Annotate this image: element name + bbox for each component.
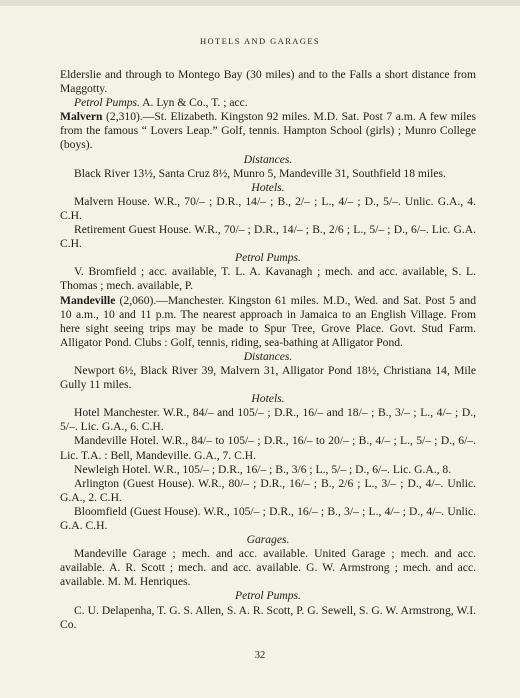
hotel-retirement-guest-house: Retirement Guest House. W.R., 70/– ; D.R., 14/– ; B., 2/6 ; L., 5/– ; D., 6/–. Lic. G.A. C.H.	[60, 223, 476, 251]
hotel-mandeville: Mandeville Hotel. W.R., 84/– to 105/– ; D.R., 16/– to 20/– ; B., 4/– ; L., 5/– ; D., 6/–. Lic. T.A. : Bell, Mandeville. G.A., 7. C.H.	[60, 434, 476, 462]
distances-malvern: Black River 13½, Santa Cruz 8½, Munro 5, Mandeville 31, Southfield 18 miles.	[74, 166, 446, 180]
paragraph-elderslie: Elderslie and through to Montego Bay (30 miles) and to the Falls a short distance from Maggotty.	[60, 68, 476, 96]
heading-distances-mandeville: Distances.	[243, 349, 293, 363]
place-name-malvern: Malvern	[60, 110, 103, 124]
petrol-pumps-maggotty: Petrol Pumps. A. Lyn & Co., T. ; acc.	[74, 96, 248, 110]
hotel-malvern-house: Malvern House. W.R., 70/– ; D.R., 14/– ; B., 2/– ; L., 4/– ; D., 5/–. Unlic. G.A., 4. C.H.	[60, 194, 476, 222]
hotel-newleigh: Newleigh Hotel. W.R., 105/– ; D.R., 16/– ; B., 3/6 ; L., 5/– ; D., 6/–. Lic. G.A., 8.	[74, 462, 452, 476]
entry-mandeville: Mandeville (2,060).—Manchester. Kingston 61 miles. M.D., Wed. and Sat. Post 5 and 10 a.m., 10 and 11 p.m. The nearest approach in Jamaica to an English Village. From here sight seeing trips may be made to Spur Tree, Grove Place. Govt. Stud Farm. Alligator Pond. Clubs : Golf, tennis, riding, sea-bathing at Alligator Pond.	[60, 293, 476, 349]
page-body	[60, 68, 476, 632]
heading-hotels-malvern: Hotels.	[251, 180, 285, 194]
hotel-manchester: Hotel Manchester. W.R., 84/– and 105/– ; D.R., 16/– and 18/– ; B., 3/– ; L., 4/– ; D., 5/–. Lic. G.A., 6. C.H.	[60, 406, 476, 434]
entry-malvern: Malvern (2,310).—St. Elizabeth. Kingston 92 miles. M.D. Sat. Post 7 a.m. A few miles from the famous “ Lovers Leap.” Golf, tennis. Hampton School (girls) ; Munro College (boys).	[60, 110, 476, 152]
running-header: HOTELS AND GARAGES	[199, 36, 321, 46]
heading-garages: Garages.	[246, 533, 290, 547]
heading-petrol-mandeville: Petrol Pumps.	[235, 589, 301, 603]
garages-mandeville: Mandeville Garage ; mech. and acc. available. United Garage ; mech. and acc. available. A. R. Scott ; mech. and acc. available. G. W. Armstrong ; mech. and acc. available. M. M. Henriques.	[60, 547, 476, 589]
heading-hotels-mandeville: Hotels.	[251, 392, 285, 406]
page-number: 32	[254, 650, 266, 661]
petrol-malvern: V. Bromfield ; acc. available, T. L. A. Kavanagh ; mech. and acc. available, S. L. Thomas ; mech. available, P.	[60, 265, 476, 293]
place-name-mandeville: Mandeville	[60, 293, 116, 307]
page-top-edge	[0, 0, 520, 6]
distances-mandeville: Newport 6½, Black River 39, Malvern 31, Alligator Pond 18½, Christiana 14, Mile Gully 11 miles.	[60, 363, 476, 392]
section-label: Petrol Pumps.	[74, 96, 140, 110]
guest-house-arlington: Arlington (Guest House). W.R., 80/– ; D.R., 16/– ; B., 2/6 ; L., 3/– ; D., 4/–. Unlic. G.A., 2. C.H.	[60, 476, 476, 504]
guest-house-bloomfield: Bloomfield (Guest House). W.R., 105/– ; D.R., 16/– ; B., 3/– ; L., 4/– ; D., 4/–. Unlic. G.A. C.H.	[60, 504, 476, 532]
heading-distances-malvern: Distances.	[243, 152, 293, 166]
heading-petrol-malvern: Petrol Pumps.	[235, 251, 301, 265]
petrol-mandeville: C. U. Delapenha, T. G. S. Allen, S. A. R. Scott, P. G. Sewell, S. G. W. Armstrong, W.I. Co.	[60, 603, 476, 631]
